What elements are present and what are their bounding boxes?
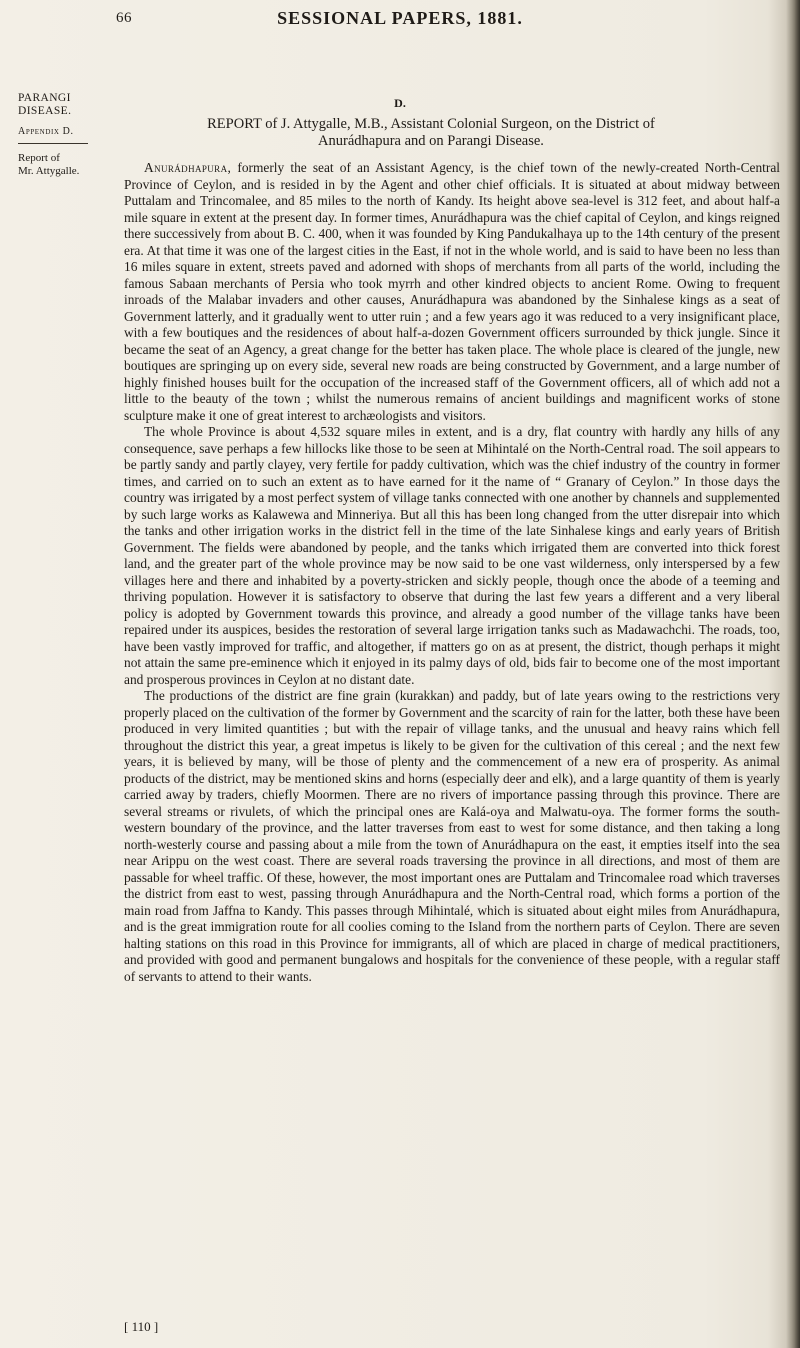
report-title (126, 116, 736, 150)
margin-appendix: Appendix D. (18, 126, 74, 137)
report-body (124, 160, 780, 985)
report-title-line1: REPORT of J. Attygalle, M.B., Assistant Colonial Surgeon, on the District of (207, 116, 655, 132)
paragraph-2: The whole Province is about 4,532 square miles in extent, and is a dry, flat country with hardly any hills of any consequence, save perhaps a few hillocks like those to be seen at Mihintalé on the North-Central road. The soil appears to be partly sandy and partly clayey, very fertile for paddy cultivation, which was the chief industry of the country in former times, and carried on to such an extent as to have earned for it the name of “ Granary of Ceylon.” In those days the country was irrigated by a most perfect system of village tanks connected with one another by channels and supplemented by such large works as Kalawewa and Minneriya. But all this has been long changed from the utter disrepair into which the tanks and other irrigation works in the district fell in the time of the late Sinhalese kings and early years of British Government. The fields were abandoned by people, and the tanks which irrigated them are converted into thick forest land, and the greater part of the whole province may be now said to be one vast wilderness, only interspersed by a few villages here and there and inhabited by a poverty-stricken and sickly people, though once the abode of a teeming and thriving population. However it is satisfactory to observe that during the last few years a different and a very liberal policy is adopted by Government towards this province, and already a good number of the village tanks have been repaired under its auspices, besides the restoration of several large irrigation tanks such as Madawachchi. The roads, too, have been vastly improved for traffic, and altogether, if matters go on as at present, the district, though perhaps it might not attain the same pre-eminence which it enjoyed in its palmy days of old, bids fair to become one of the most important and prosperous provinces in Ceylon at no distant date. (124, 424, 780, 687)
margin-report-ref (18, 152, 110, 178)
page-header (0, 6, 800, 32)
margin-subject-line1: PARANGI (18, 92, 71, 104)
footer-code: [ 110 ] (124, 1319, 159, 1334)
report-title-line2: Anurádhapura and on Parangi Disease. (318, 133, 544, 149)
paragraph-1-lead: Anurádhapura, (144, 160, 232, 175)
margin-report-ref-line2: Mr. Attygalle. (18, 165, 80, 177)
book-spine-shadow (786, 0, 800, 1348)
margin-rule (18, 143, 88, 144)
page-number: 66 (116, 10, 132, 26)
section-letter: D. (394, 96, 406, 110)
paragraph-1-text: formerly the seat of an Assistant Agency, is the chief town of the newly-created North-Central Province of Ceylon, and is resided in by the Agent and other chief officials. It is situated at about midway between Puttalam and Trincomalee, and 85 miles to the north of Kandy. Its height above sea-level is 312 feet, and about half-a mile square in extent at the present day. In former times, Anurádhapura was the chief capital of Ceylon, and kings reigned there successively from about B. C. 400, when it was founded by King Pandukalhaya up to the 14th century of the present era. At that time it was one of the largest cities in the East, if not in the whole world, and is said to have been no less than 16 miles square in extent, streets paved and adorned with shops of merchants from all parts of the world, including the famous Sabaan merchants of Persia who took myrrh and other kindred objects to ancient Rome. Owing to frequent inroads of the Malabar invaders and other causes, Anurádhapura was abandoned by the Sinhalese kings as a seat of Government latterly, and it gradually went to utter ruin ; and a few years ago it was reduced to a very insignificant place, with a few boutiques and the residences of about half-a-dozen Government officers surrounded by thick jungle. Since it became the seat of an Agency, a great change for the better has taken place. The whole place is cleared of the jungle, new boutiques are springing up on every side, several new roads are being constructed by Government, and a large number of highly finished houses built for the occupation of the increased staff of the Government officers, all of which add not a little to the beauty of the town ; whilst the numerous remains of ancient buildings and magnificent works of stone sculpture make it one of great interest to archæologists and visitors. (124, 160, 780, 423)
paragraph-1 (124, 160, 780, 424)
paragraph-3: The productions of the district are fine grain (kurakkan) and paddy, but of late years owing to the restrictions very properly placed on the cultivation of the former by Government and the scarcity of rain for the latter, both these have been produced in very limited quantities ; but with the repair of village tanks, and the unusual and heavy rains which fell throughout the district this year, a great impetus is likely to be given for the cultivation of this cereal ; and the next few years, it is believed by many, will be those of plenty and the commencement of a new era of prosperity. As animal products of the district, may be mentioned skins and horns (especially deer and elk), and a large quantity of them is yearly carried away by traders, chiefly Moormen. There are no rivers of importance passing through this province. There are several streams or rivulets, of which the principal ones are Kalá-oya and Malwatu-oya. The former forms the south-western boundary of the province, and the latter traverses from east to west for some distance, and then taking a long north-westerly course and passing about a mile from the town of Anurádhapura on the east, it empties itself into the sea near Arippu on the west coast. There are several roads traversing the province in all directions, and most of them are passable for wheel traffic. Of these, however, the most important ones are Puttalam and Trincomalee road which traverses the district from east to west, passing through Anurádhapura and the North-Central road, which forms a portion of the main road from Jaffna to Kandy. This passes through Mihintalé, which is situated about eight miles from Anurádhapura, and is the great immigration route for all coolies coming to the Island from the northern parts of Ceylon. There are seven halting stations on this road in this Province for immigrants, all of which are placed in charge of medical practitioners, and provided with good and permanent bungalows and hospitals for the convenience of these people, with a regular staff of servants to attend to their wants. (124, 688, 780, 984)
margin-report-ref-line1: Report of (18, 152, 60, 164)
margin-subject-line2: DISEASE. (18, 105, 72, 117)
running-title: SESSIONAL PAPERS, 1881. (277, 8, 523, 28)
